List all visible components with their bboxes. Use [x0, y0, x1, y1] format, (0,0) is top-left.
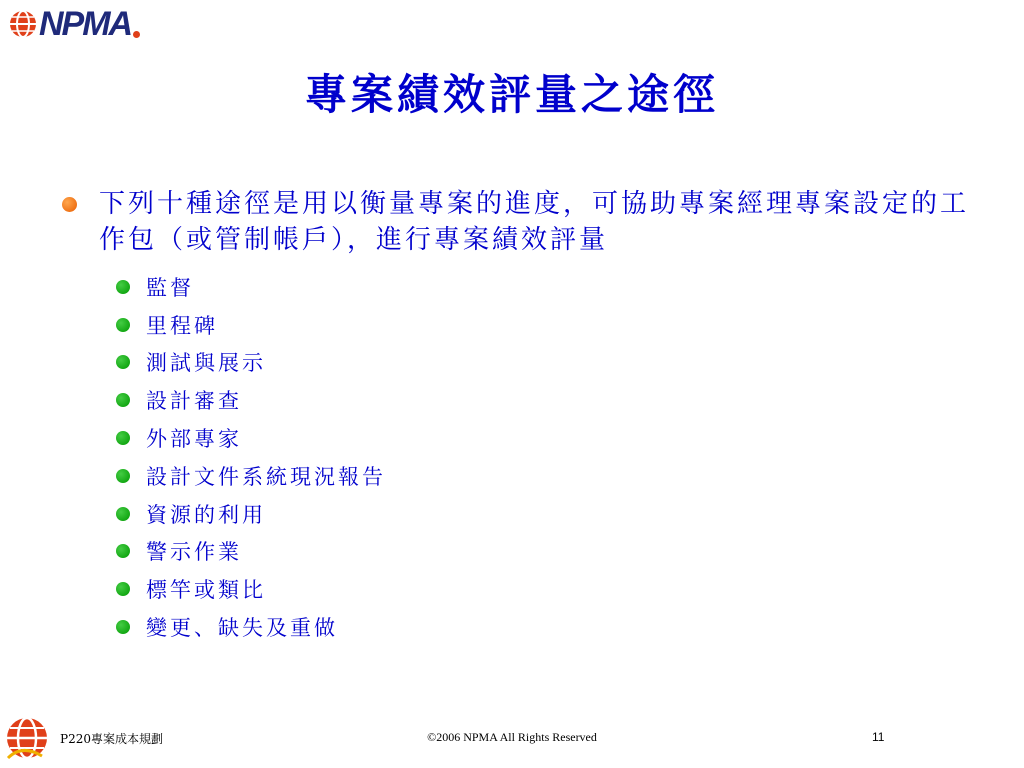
green-bullet-icon — [116, 318, 130, 332]
list-item — [116, 268, 982, 306]
green-bullet-icon — [116, 355, 130, 369]
orange-bullet-icon — [62, 197, 77, 212]
list-item — [116, 306, 982, 344]
main-point-text: 下列十種途徑是用以衡量專案的進度，可協助專案經理專案設定的工作包（或管制帳戶），進行專案績效評量 — [99, 189, 970, 255]
sub-item-text: 標竿或類比 — [146, 578, 266, 603]
list-item — [116, 495, 982, 533]
globe-icon — [8, 9, 38, 39]
main-bullet — [62, 186, 982, 258]
sub-item-text: 變更、缺失及重做 — [146, 616, 338, 641]
logo-dot — [133, 31, 140, 38]
sub-item-text: 資源的利用 — [146, 502, 266, 527]
green-bullet-icon — [116, 544, 130, 558]
npma-logo — [8, 6, 140, 42]
page-number: 11 — [872, 730, 885, 744]
green-bullet-icon — [116, 507, 130, 521]
list-item — [116, 533, 982, 571]
sub-item-text: 外部專家 — [146, 427, 242, 452]
logo-text: NPMA — [39, 5, 132, 43]
sub-item-text: 里程碑 — [146, 313, 218, 338]
green-bullet-icon — [116, 620, 130, 634]
list-item — [116, 457, 982, 495]
green-bullet-icon — [116, 582, 130, 596]
sub-item-text: 監督 — [146, 275, 194, 300]
list-item — [116, 608, 982, 646]
list-item — [116, 419, 982, 457]
sub-item-text: 設計文件系統現況報告 — [146, 464, 386, 489]
footer-course-label: P220專案成本規劃 — [60, 732, 163, 746]
list-item — [116, 381, 982, 419]
sub-item-text: 設計審查 — [146, 389, 242, 414]
green-bullet-icon — [116, 469, 130, 483]
sub-item-text: 測試與展示 — [146, 351, 266, 376]
list-item — [116, 570, 982, 608]
footer-copyright: ©2006 NPMA All Rights Reserved — [427, 730, 597, 744]
green-bullet-icon — [116, 280, 130, 294]
sub-item-text: 警示作業 — [146, 540, 242, 565]
list-item — [116, 344, 982, 382]
sub-bullet-list — [116, 268, 982, 646]
slide-body — [62, 186, 982, 646]
green-bullet-icon — [116, 393, 130, 407]
slide-title: 專案績效評量之途徑 — [304, 70, 719, 119]
green-bullet-icon — [116, 431, 130, 445]
